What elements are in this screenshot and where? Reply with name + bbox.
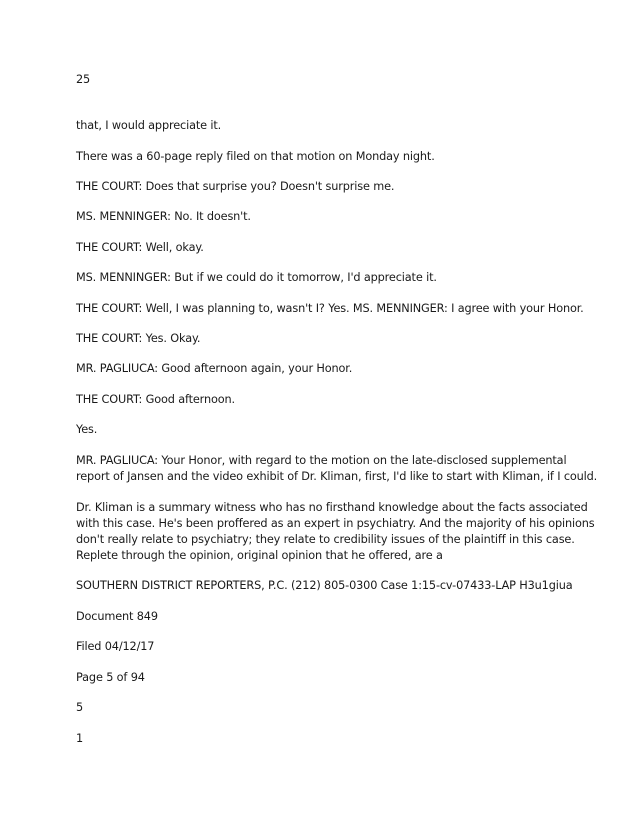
paragraph: There was a 60-page reply filed on that motion on Monday night. — [76, 150, 435, 163]
paragraph: MR. PAGLIUCA: Good afternoon again, your Honor. — [76, 362, 353, 375]
paragraph: THE COURT: Well, I was planning to, wasn't I? Yes. MS. MENNINGER: I agree with your Honor. — [76, 302, 584, 315]
footer-number: 1 — [76, 732, 84, 745]
page-number-top: 25 — [76, 73, 91, 86]
paragraph: MS. MENNINGER: But if we could do it tomorrow, I'd appreciate it. — [76, 271, 437, 284]
paragraph: Yes. — [76, 423, 98, 436]
paragraph: that, I would appreciate it. — [76, 119, 222, 132]
paragraph-line: Replete through the opinion, original opinion that he offered, are a — [76, 549, 443, 562]
footer-reporter-line: SOUTHERN DISTRICT REPORTERS, P.C. (212) 805-0300 Case 1:15-cv-07433-LAP H3u1giua — [76, 579, 573, 592]
paragraph-line: MR. PAGLIUCA: Your Honor, with regard to the motion on the late-disclosed supplemental — [76, 454, 567, 467]
footer-number: 5 — [76, 701, 84, 714]
paragraph-line: Dr. Kliman is a summary witness who has no firsthand knowledge about the facts associated — [76, 501, 588, 514]
footer-document: Document 849 — [76, 610, 158, 623]
paragraph-line: report of Jansen and the video exhibit of Dr. Kliman, first, I'd like to start with Kliman, if I could. — [76, 470, 598, 483]
paragraph-line: don't really relate to psychiatry; they relate to credibility issues of the plaintiff in this case. — [76, 533, 575, 546]
footer-filed: Filed 04/12/17 — [76, 640, 155, 653]
paragraph: THE COURT: Does that surprise you? Doesn't surprise me. — [76, 180, 395, 193]
footer-page-of: Page 5 of 94 — [76, 671, 145, 684]
paragraph: THE COURT: Well, okay. — [76, 241, 204, 254]
paragraph: THE COURT: Good afternoon. — [76, 393, 235, 406]
paragraph: THE COURT: Yes. Okay. — [76, 332, 201, 345]
paragraph-line: with this case. He's been proffered as an expert in psychiatry. And the majority of his opinions — [76, 517, 595, 530]
paragraph: MS. MENNINGER: No. It doesn't. — [76, 210, 251, 223]
